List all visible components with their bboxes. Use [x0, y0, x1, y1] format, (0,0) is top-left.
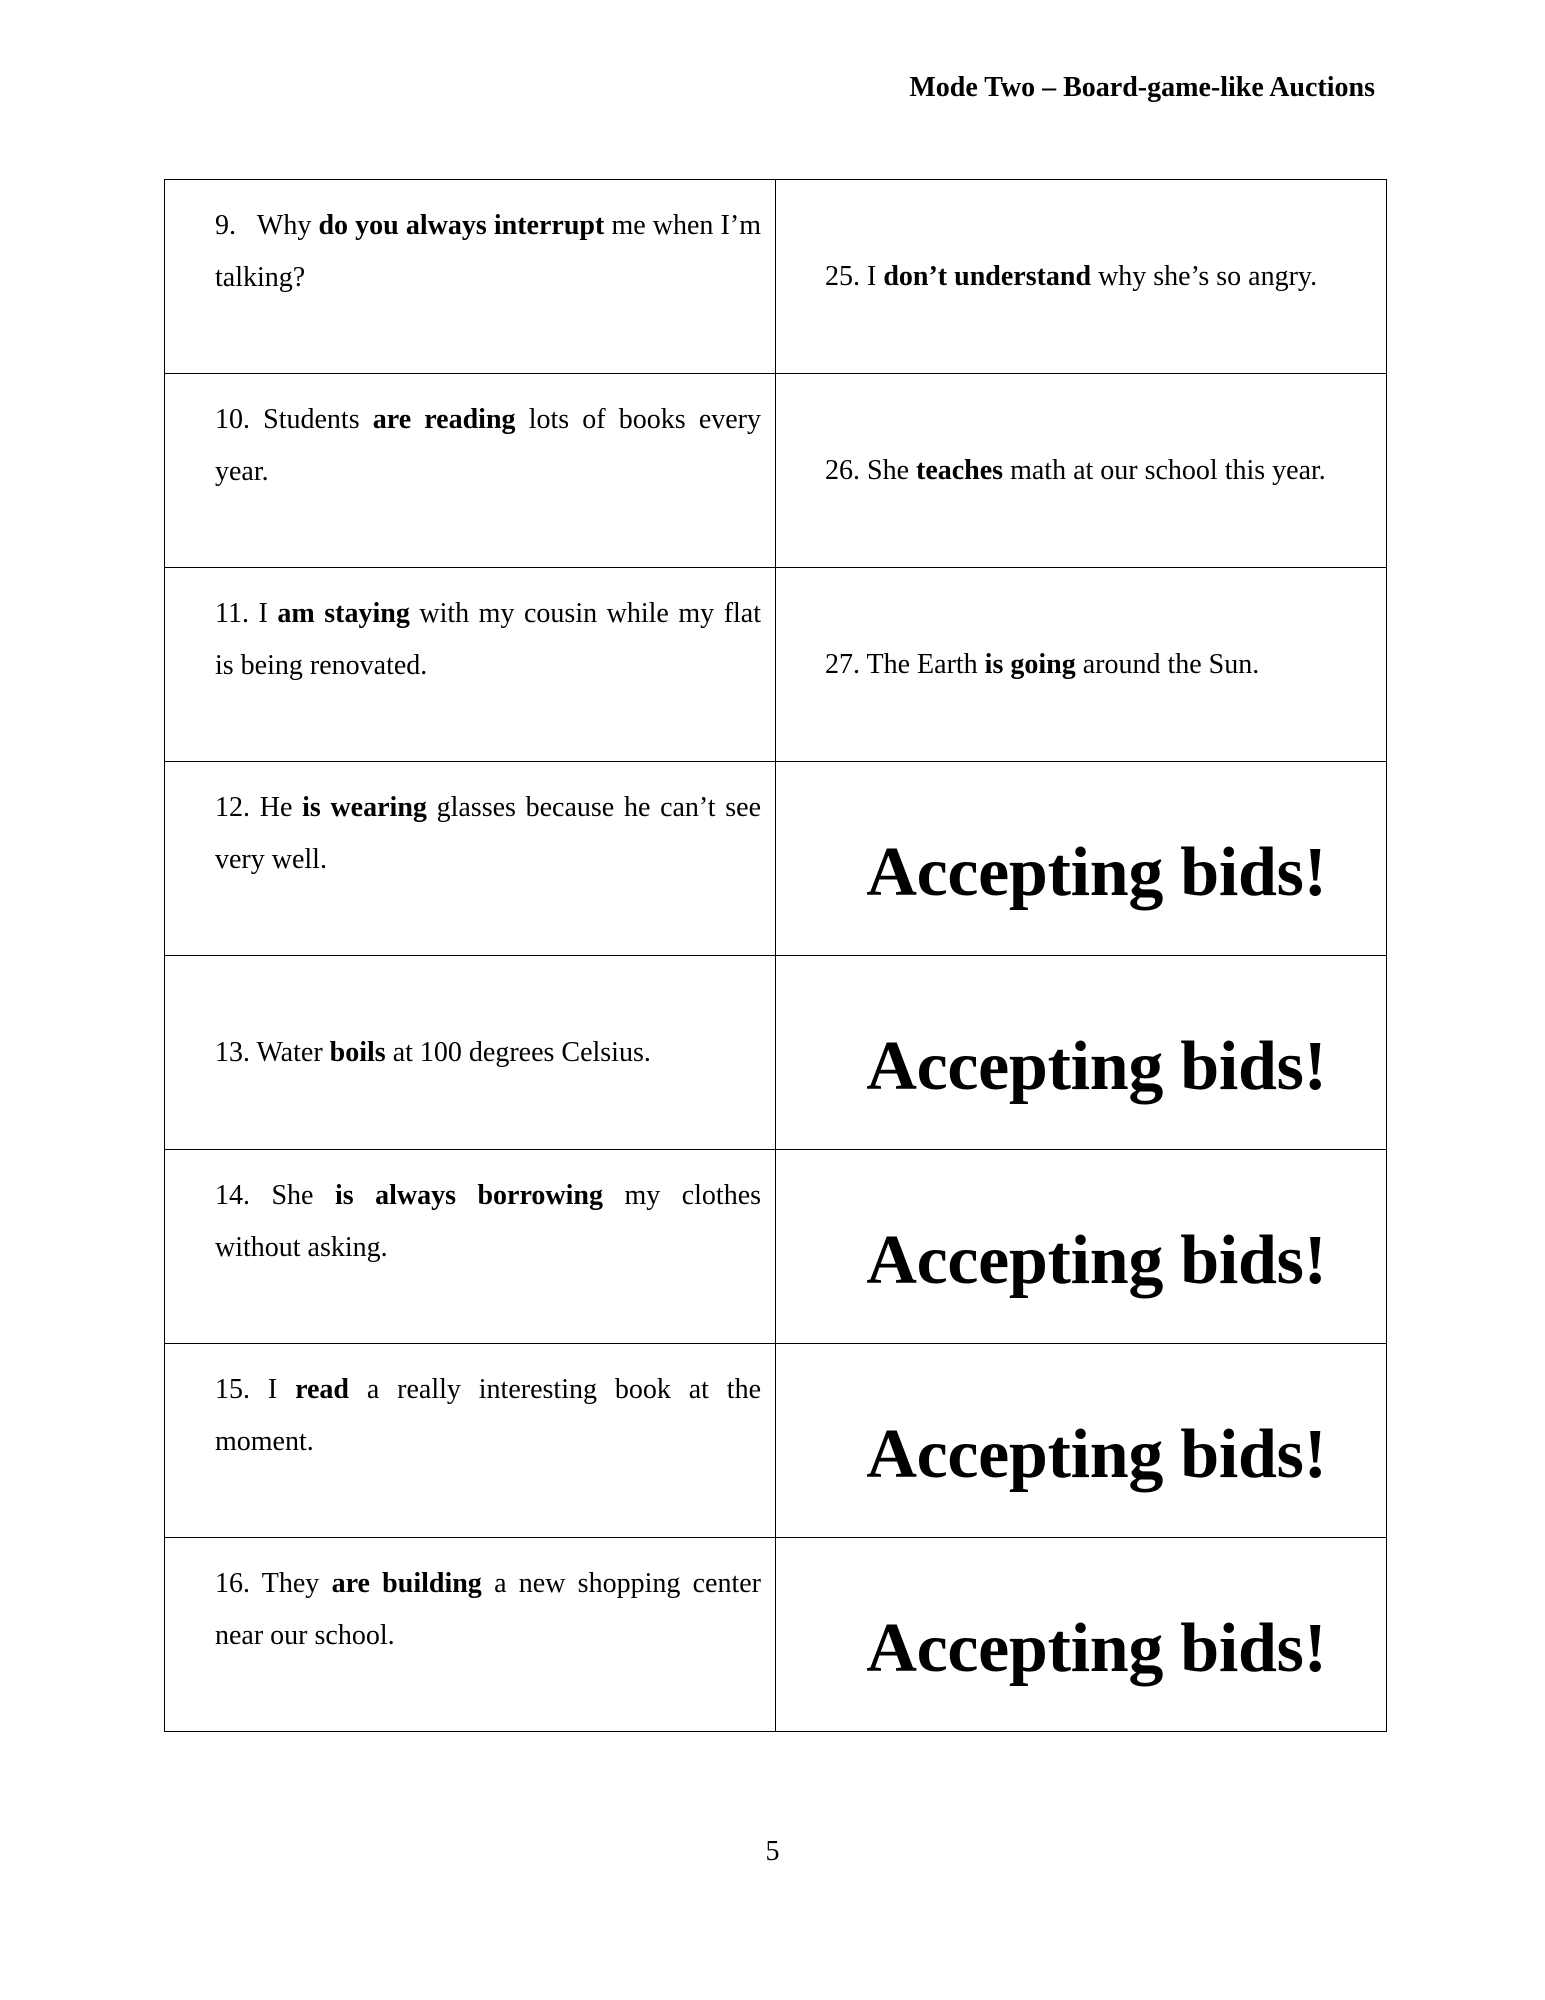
- bid-card: [776, 762, 1387, 956]
- sentence-card: [165, 1538, 776, 1732]
- accepting-bids-label: Accepting bids!: [866, 833, 1327, 911]
- sentence-text: 26. She teaches math at our school this year.: [825, 454, 1326, 486]
- accepting-bids-label: Accepting bids!: [866, 1415, 1327, 1493]
- sentence-card: [165, 1150, 776, 1344]
- auction-cards-table: [164, 179, 1387, 1732]
- sentence-text: 10. Students are reading lots of books every year.: [215, 403, 762, 487]
- sentence-card: [776, 374, 1387, 568]
- bid-card: [776, 956, 1387, 1150]
- sentence-text: 15. I read a really interesting book at the moment.: [215, 1373, 761, 1457]
- card-row: [165, 956, 1387, 1150]
- bid-card: [776, 1150, 1387, 1344]
- sentence-card: [776, 568, 1387, 762]
- accepting-bids-label: Accepting bids!: [866, 1027, 1327, 1105]
- accepting-bids-label: Accepting bids!: [866, 1221, 1327, 1299]
- card-row: [165, 1344, 1387, 1538]
- sentence-card: [165, 762, 776, 956]
- card-row: [165, 180, 1387, 374]
- bid-card: [776, 1538, 1387, 1732]
- sentence-text: 16. They are building a new shopping center near our school.: [215, 1567, 762, 1651]
- sentence-text: 9. Why do you always interrupt me when I’m talking?: [215, 209, 761, 293]
- card-row: [165, 1150, 1387, 1344]
- sentence-card: [165, 180, 776, 374]
- sentence-text: 25. I don’t understand why she’s so angry.: [825, 260, 1318, 292]
- card-row: [165, 568, 1387, 762]
- sentence-text: 11. I am staying with my cousin while my flat is being renovated.: [215, 597, 762, 681]
- sentence-card: [165, 374, 776, 568]
- running-header: Mode Two – Board-game-like Auctions: [909, 72, 1375, 103]
- card-row: [165, 762, 1387, 956]
- accepting-bids-label: Accepting bids!: [866, 1609, 1327, 1687]
- sentence-text: 12. He is wearing glasses because he can’t see very well.: [215, 791, 761, 875]
- sentence-card: [165, 568, 776, 762]
- sentence-card: [776, 180, 1387, 374]
- bid-card: [776, 1344, 1387, 1538]
- sentence-text: 14. She is always borrowing my clothes without asking.: [215, 1179, 762, 1263]
- sentence-card: [165, 1344, 776, 1538]
- card-row: [165, 1538, 1387, 1732]
- page-number: 5: [765, 1836, 780, 1867]
- sentence-text: 13. Water boils at 100 degrees Celsius.: [215, 1036, 651, 1068]
- sentence-text: 27. The Earth is going around the Sun.: [825, 648, 1260, 680]
- sentence-card: [165, 956, 776, 1150]
- card-row: [165, 374, 1387, 568]
